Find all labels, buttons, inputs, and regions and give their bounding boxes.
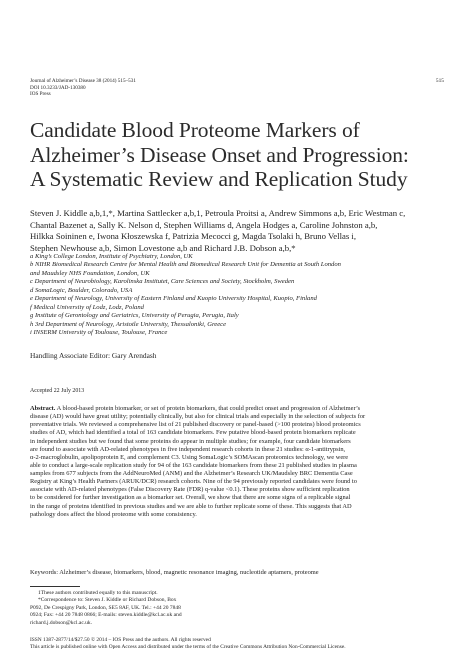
abstract-line: studies of AD, which had identified a total of 163 candidate biomarkers. Few putative blood-based protein biomarkers replicate: [30, 429, 356, 437]
abstract-line: pathology does affect the blood proteome with some consistency.: [30, 510, 197, 518]
title-line: Alzheimer’s Disease Onset and Progression:: [30, 142, 409, 167]
author-line: Hilkka Soininen e, Iwona Kłoszewska f, Patrizia Mecocci g, Magda Tsolaki h, Bruno Vellas i,: [30, 231, 356, 241]
affiliation-line: d SomaLogic, Boulder, Colorado, USA: [30, 286, 133, 294]
affiliation-line: b NIHR Biomedical Research Centre for Mental Health and Biomedical Research Unit for Dementia at South London: [30, 261, 341, 269]
abstract-line: are found to associate with AD-related phenotypes in five independent research cohorts in these 21 studies: α-1-antitrypsin,: [30, 445, 346, 453]
footnote-line: 1These authors contributed equally to this manuscript.: [38, 590, 158, 596]
abstract: [30, 405, 450, 519]
affiliation-list: [30, 253, 450, 338]
abstract-line: in the range of proteins identified in previous studies and we are able to further replicate some of these. This suggests that AD: [30, 502, 352, 510]
affiliation-line: a King’s College London, Institute of Psychiatry, London, UK: [30, 253, 193, 260]
abstract-text: A blood-based protein biomarker, or set of protein biomarkers, that could predict onset and progression of Alzheimer’s: [55, 405, 361, 412]
footnote-divider: [30, 586, 80, 587]
copyright-block: [30, 637, 346, 651]
abstract-line: to be considered for further investigation as a biomarker set. Overall, we show that there are some signs of a replicable signal: [30, 494, 351, 502]
abstract-line: associate with AD-related phenotypes (False Discovery Rate (FDR) q-value <0.1). These proteins show sufficient replication: [30, 486, 350, 494]
doi: DOI 10.3233/JAD-130380: [30, 84, 86, 91]
affiliation-line: i INSERM University of Toulouse, Toulouse, France: [30, 329, 168, 337]
abstract-line: able to conduct a large-scale replication study for 94 of the 163 candidate biomarkers from these 21 published studies in plasma: [30, 461, 357, 469]
footnote-line: 0924; Fax: +44 20 7848 0866; E-mails: steven.kiddle@kcl.ac.uk and: [30, 612, 182, 619]
footnotes: [30, 590, 240, 627]
page-number: 515: [435, 78, 444, 84]
affiliation-line: g Institute of Gerontology and Geriatrics, University of Perugia, Perugia, Italy: [30, 312, 239, 320]
journal-citation: Journal of Alzheimer’s Disease 38 (2014) 515–531: [30, 78, 136, 84]
abstract-line: samples from 677 subjects from the AddNeuroMed (ANM) and the Alzheimer’s Research UK/Maudsley BRC Dementia Case: [30, 470, 353, 477]
affiliation-line: c Department of Neurobiology, Karolinska Institutet, Care Sciences and Society, Stockholm, Sweden: [30, 278, 295, 286]
keywords: Keywords: Alzheimer’s disease, biomarkers, blood, magnetic resonance imaging, nucleotide aptamers, proteome: [30, 569, 319, 576]
footnote-line: *Correspondence to: Steven J. Kiddle or Richard Dobson, Box: [38, 597, 177, 604]
publisher: IOS Press: [30, 91, 51, 98]
handling-editor: Handling Associate Editor: Gary Arendash: [30, 351, 157, 360]
abstract-line: disease (AD) would have great utility; potentially clinically, but also for clinical trials and especially in the selection of subjects for: [30, 413, 366, 421]
abstract-line: [30, 405, 450, 413]
affiliation-line: h 3rd Department of Neurology, Aristotle University, Thessaloniki, Greece: [30, 320, 227, 328]
article-title: [30, 118, 450, 192]
author-line: Stephen Newhouse a,b, Simon Lovestone a,b and Richard J.B. Dobson a,b,*: [30, 242, 296, 253]
email-link[interactable]: richard.j.dobson@kcl.ac.uk.: [30, 619, 93, 626]
license-line: This article is published online with Open Access and distributed under the terms of the Creative Commons Attribution Non-Commercial License.: [30, 644, 346, 651]
abstract-line: α-2-macroglobulin, apolipoprotein E, and complement C3. Using SomaLogic’s SOMAscan proteomics technology, we were: [30, 453, 349, 461]
title-line: Candidate Blood Proteome Markers of: [30, 118, 360, 142]
affiliation-line: f Medical University of Lodz, Lodz, Poland: [30, 303, 144, 311]
abstract-line: preventative trials. We reviewed a comprehensive list of 21 published discovery or panel-based (>100 proteins) blood proteomics: [30, 421, 361, 429]
accepted-date: Accepted 22 July 2013: [30, 388, 85, 394]
author-line: Chantal Bazenet a, Sally K. Nelson d, Stephen Williams d, Angela Hodges a, Caroline Johnston a,b,: [30, 219, 378, 230]
footnote-line: P092, De Crespigny Park, London, SE5 8AF, UK. Tel.: +44 20 7848: [30, 604, 181, 611]
abstract-line: Registry at King’s Health Partners (ARUK/DCR) research cohorts. Nine of the 94 previously reported candidates were found to: [30, 478, 357, 486]
issn-line: ISSN 1387-2877/14/$27.50 © 2014 – IOS Press and the authors. All rights reserved: [30, 637, 211, 643]
affiliation-line: and Maudsley NHS Foundation, London, UK: [30, 269, 150, 277]
journal-header: [30, 78, 136, 98]
author-line: Steven J. Kiddle a,b,1,*, Martina Sattlecker a,b,1, Petroula Proitsi a, Andrew Simmons a,b, Eric Westman c,: [30, 208, 406, 218]
title-line: A Systematic Review and Replication Study: [30, 167, 408, 191]
abstract-label: Abstract.: [30, 405, 56, 412]
author-list: [30, 208, 450, 254]
abstract-line: in independent studies but we found that some proteins do appear in multiple studies; for example, four candidate biomarkers: [30, 437, 351, 445]
affiliation-line: e Department of Neurology, University of Eastern Finland and Kuopio University Hospital, Kuopio, Finland: [30, 295, 317, 303]
